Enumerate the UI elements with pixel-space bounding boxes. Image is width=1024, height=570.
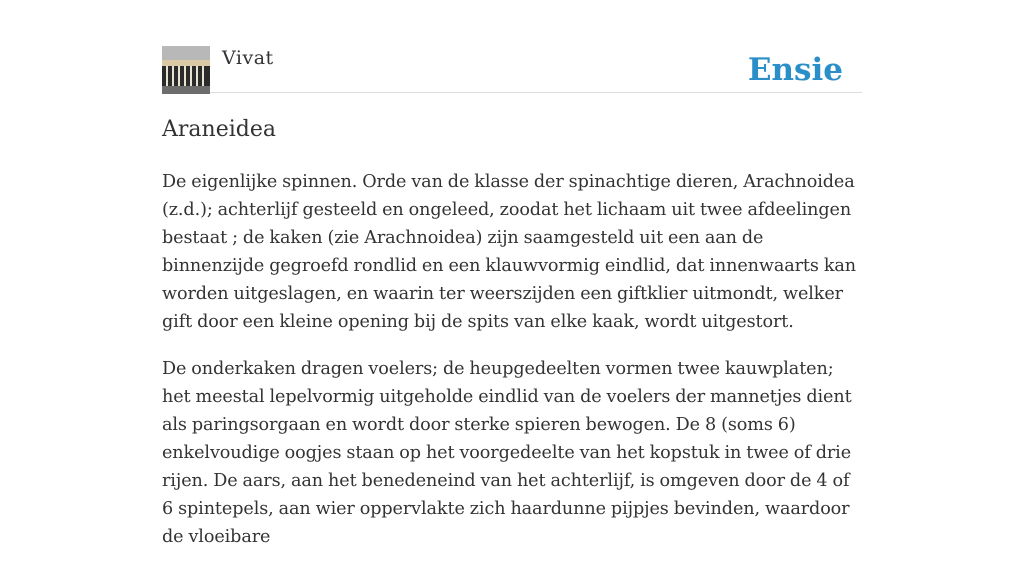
paragraph-1: De eigenlijke spinnen. Orde van de klasse der spinachtige dieren, Arachnoidea (z.d.); achterlijf gesteeld en ongeleed, zoodat het lichaam uit twee afdeelingen bestaat ; de kaken (zie Arachnoidea) zijn saamgesteld uit een aan de binnenzijde gegroefd rondlid en een klauwvormig eindlid, dat innenwaarts kan worden uitgeslagen, en waarin ter weerszijden een giftklier uitmondt, welker gift door een kleine opening bij de spits van elke kaak, wordt uitgestort. [162,172,856,332]
author-avatar[interactable] [162,46,210,94]
paragraph-2: De onderkaken dragen voelers; de heupgedeelten vormen twee kauwplaten; het meestal lepelvormig uitgeholde eindlid van de voelers der mannetjes dient als paringsorgaan en wordt door sterke spieren bewogen. De 8 (soms 6) enkelvoudige oogjes staan op het voorgedeelte van het kopstuk in twee of drie rijen. De aars, aan het benedeneind van het achterlijf, is omgeven door de 4 of 6 spintepels, aan wier oppervlakte zich haardunne pijpjes bevinden, waardoor de vloeibare [162,359,852,547]
ensie-logo[interactable]: Ensie [747,52,843,88]
header [162,46,862,93]
avatar-image [162,46,210,94]
author-name[interactable]: Vivat [222,47,274,69]
page-title: Araneidea [162,117,276,142]
page [162,0,862,547]
article-body [162,168,862,570]
